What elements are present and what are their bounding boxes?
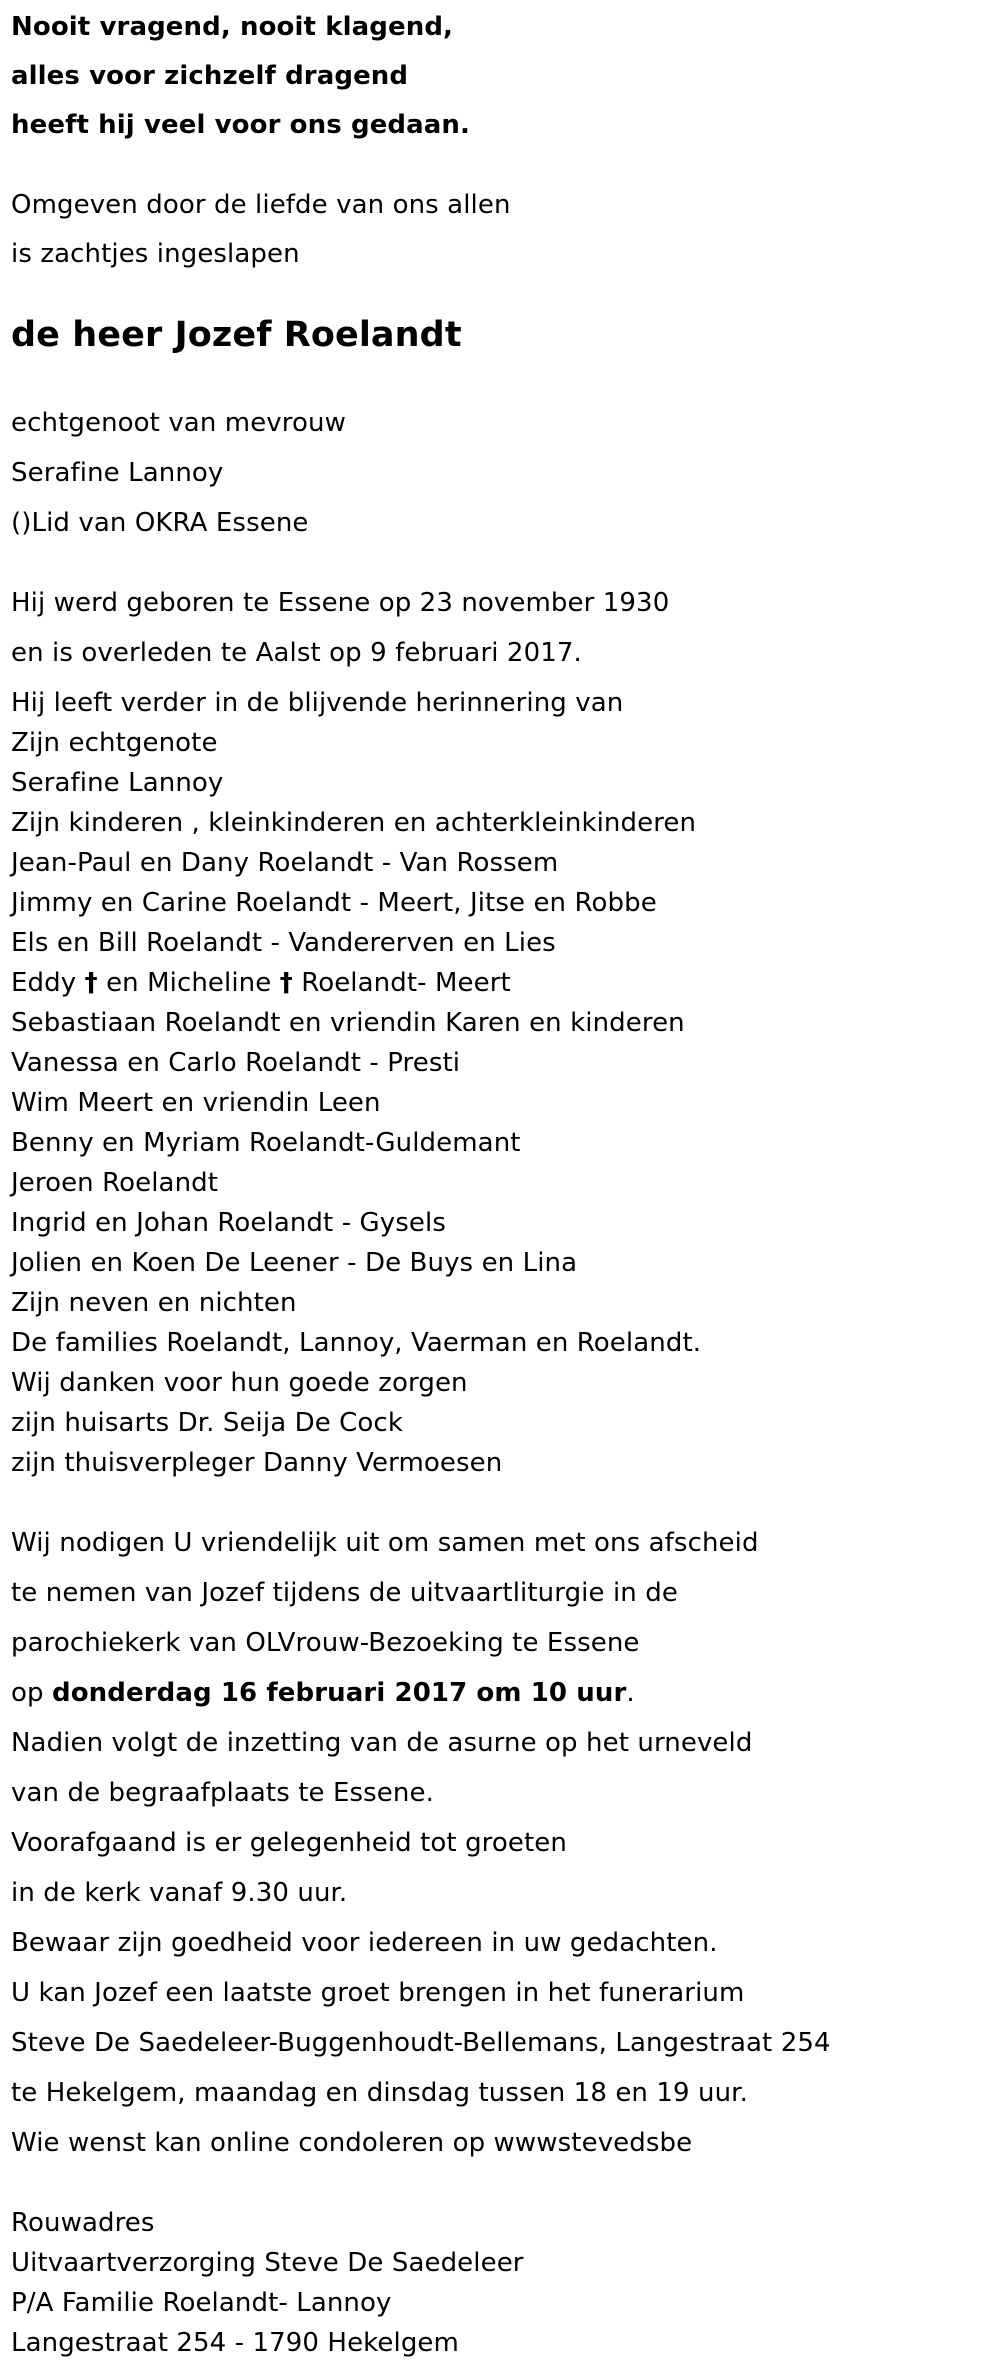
family-line-16: Zijn neven en nichten <box>11 1288 297 1318</box>
family-line-8 <box>11 970 511 996</box>
ceremony-line-1: Wij nodigen U vriendelijk uit om samen met ons afscheid <box>11 1528 759 1558</box>
cross-icon: † <box>84 968 98 998</box>
family-line-4: Zijn kinderen , kleinkinderen en achterkleinkinderen <box>11 808 697 838</box>
spouse-line-1: echtgenoot van mevrouw <box>11 408 346 438</box>
ceremony-line-7: Voorafgaand is er gelegenheid tot groeten <box>11 1828 567 1858</box>
spouse-line-3: ()Lid van OKRA Essene <box>11 508 309 538</box>
family-line-1: Hij leeft verder in de blijvende herinnering van <box>11 688 624 718</box>
family-line-14: Ingrid en Johan Roelandt - Gysels <box>11 1208 446 1238</box>
ceremony-line-8: in de kerk vanaf 9.30 uur. <box>11 1878 348 1908</box>
address-line-2: P/A Familie Roelandt- Lannoy <box>11 2288 392 2318</box>
poem-line-2: alles voor zichzelf dragend <box>11 61 409 91</box>
spouse-line-2: Serafine Lannoy <box>11 458 224 488</box>
ceremony-line-10: U kan Jozef een laatste groet brengen in het funerarium <box>11 1978 745 2008</box>
ceremony-line-6: van de begraafplaats te Essene. <box>11 1778 434 1808</box>
ceremony-date: donderdag 16 februari 2017 om 10 uur <box>51 1678 627 1708</box>
address-title: Rouwadres <box>11 2208 155 2238</box>
ceremony-line-12: te Hekelgem, maandag en dinsdag tussen 18 en 19 uur. <box>11 2078 748 2108</box>
family-line-9: Sebastiaan Roelandt en vriendin Karen en kinderen <box>11 1008 685 1038</box>
family-line-3: Serafine Lannoy <box>11 768 224 798</box>
family-line-17: De families Roelandt, Lannoy, Vaerman en Roelandt. <box>11 1328 702 1358</box>
ceremony-date-suffix: . <box>626 1678 635 1708</box>
family-line-15: Jolien en Koen De Leener - De Buys en Lina <box>11 1248 578 1278</box>
cross-icon: † <box>279 968 293 998</box>
intro-line-2: is zachtjes ingeslapen <box>11 239 300 269</box>
ceremony-line-3: parochiekerk van OLVrouw-Bezoeking te Essene <box>11 1628 640 1658</box>
family-line-2: Zijn echtgenote <box>11 728 218 758</box>
address-line-1: Uitvaartverzorging Steve De Saedeleer <box>11 2248 524 2278</box>
ceremony-line-13: Wie wenst kan online condoleren op wwwstevedsbe <box>11 2128 693 2158</box>
family-line-12: Benny en Myriam Roelandt-Guldemant <box>11 1128 521 1158</box>
family-line-10: Vanessa en Carlo Roelandt - Presti <box>11 1048 461 1078</box>
family-line-20: zijn thuisverpleger Danny Vermoesen <box>11 1448 503 1478</box>
ceremony-line-2: te nemen van Jozef tijdens de uitvaartliturgie in de <box>11 1578 678 1608</box>
family-line-13: Jeroen Roelandt <box>11 1168 219 1198</box>
ceremony-line-11: Steve De Saedeleer-Buggenhoudt-Bellemans, Langestraat 254 <box>11 2028 831 2058</box>
intro-line-1: Omgeven door de liefde van ons allen <box>11 190 511 220</box>
poem-line-1: Nooit vragend, nooit klagend, <box>11 12 454 42</box>
ceremony-line-9: Bewaar zijn goedheid voor iedereen in uw gedachten. <box>11 1928 718 1958</box>
death-line: en is overleden te Aalst op 9 februari 2017. <box>11 638 582 668</box>
family-line-18: Wij danken voor hun goede zorgen <box>11 1368 468 1398</box>
ceremony-date-prefix: op <box>11 1678 52 1708</box>
address-line-3: Langestraat 254 - 1790 Hekelgem <box>11 2328 459 2358</box>
family-line-6: Jimmy en Carine Roelandt - Meert, Jitse en Robbe <box>11 888 657 918</box>
family-line-19: zijn huisarts Dr. Seija De Cock <box>11 1408 403 1438</box>
deceased-name: de heer Jozef Roelandt <box>11 315 462 355</box>
birth-line: Hij werd geboren te Essene op 23 november 1930 <box>11 588 670 618</box>
family-line-5: Jean-Paul en Dany Roelandt - Van Rossem <box>11 848 559 878</box>
family-line-11: Wim Meert en vriendin Leen <box>11 1088 381 1118</box>
family-line-8-part-2: en Micheline <box>97 968 280 998</box>
family-line-7: Els en Bill Roelandt - Vandererven en Lies <box>11 928 556 958</box>
ceremony-line-5: Nadien volgt de inzetting van de asurne op het urneveld <box>11 1728 753 1758</box>
family-line-8-part-3: Roelandt- Meert <box>292 968 511 998</box>
ceremony-date-line <box>11 1680 635 1706</box>
poem-line-3: heeft hij veel voor ons gedaan. <box>11 110 471 140</box>
family-line-8-part-1: Eddy <box>11 968 85 998</box>
